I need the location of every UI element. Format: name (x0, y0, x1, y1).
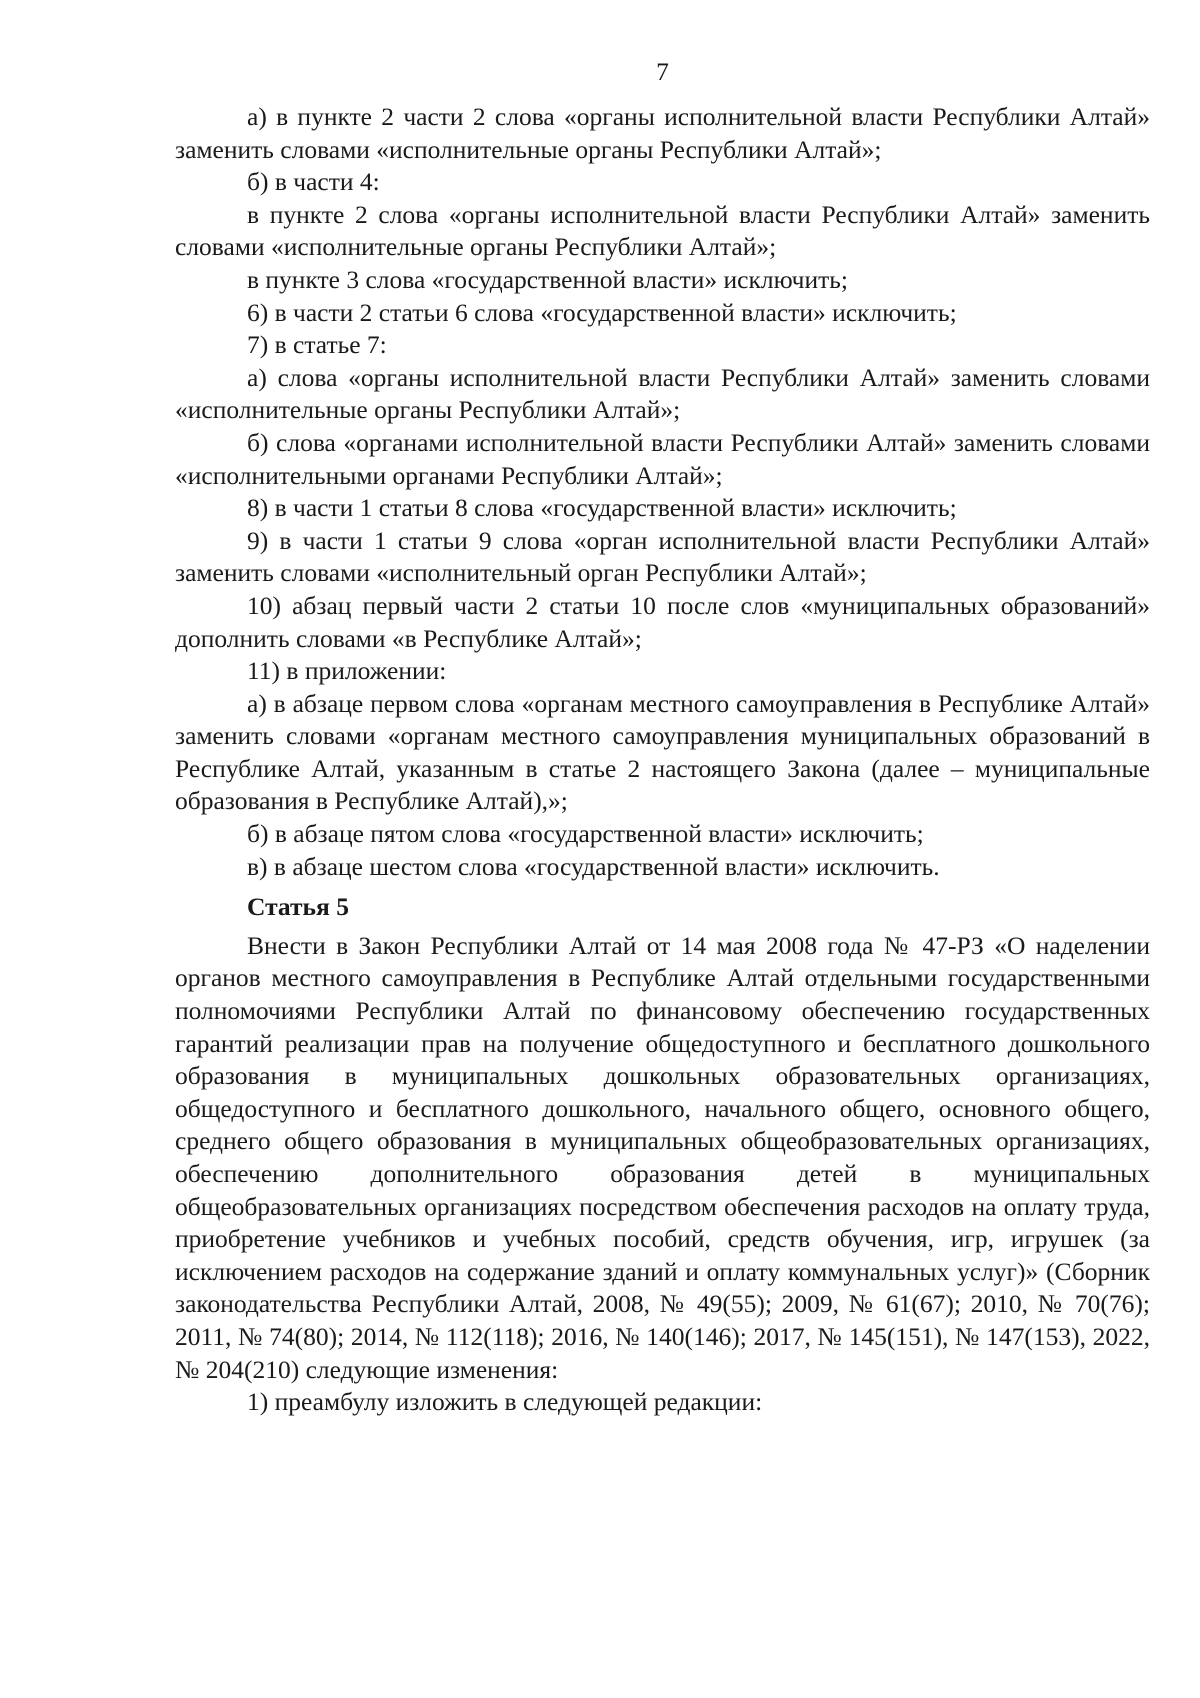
paragraph: б) в части 4: (247, 167, 380, 197)
paragraph: в) в абзаце шестом слова «государственной власти» исключить. (247, 851, 940, 881)
paragraph: 11) в приложении: (247, 656, 447, 686)
page-number: 7 (656, 57, 669, 86)
paragraph: 9) в части 1 статьи 9 слова «орган исполнительной власти Республики Алтай» заменить словами «исполнительный орган Республики Алтай»; (175, 525, 1150, 588)
paragraph: б) в абзаце пятом слова «государственной власти» исключить; (247, 819, 924, 849)
paragraph: 8) в части 1 статьи 8 слова «государственной власти» исключить; (247, 493, 957, 523)
document-page (175, 55, 1150, 1419)
paragraph: Внести в Закон Республики Алтай от 14 мая 2008 года № 47-РЗ «О наделении органов местного самоуправления в Республике Алтай отдельными государственными полномочиями Республики Алтай по финансовому обеспечению государственных гарантий реализации прав на получение общедоступного и бесплатного дошкольного образования в муниципальных дошкольных образовательных организациях, общедоступного и бесплатного дошкольного, начального общего, основного общего, среднего общего образования в муниципальных общеобразовательных организациях, обеспечению дополнительного образования детей в муниципальных общеобразовательных организациях посредством обеспечения расходов на оплату труда, приобретение учебников и учебных пособий, средств обучения, игр, игрушек (за исключением расходов на содержание зданий и оплату коммунальных услуг)» (Сборник законодательства Республики Алтай, 2008, № 49(55); 2009, № 61(67); 2010, № 70(76); 2011, № 74(80); 2014, № 112(118); 2016, № 140(146); 2017, № 145(151), № 147(153), 2022, № 204(210) следующие изменения: (175, 930, 1150, 1384)
amendments-list (175, 101, 1150, 883)
paragraph: 6) в части 2 статьи 6 слова «государственной власти» исключить; (247, 297, 957, 327)
paragraph: а) в пункте 2 части 2 слова «органы исполнительной власти Республики Алтай» заменить словами «исполнительные органы Республики Алтай»; (175, 102, 1150, 164)
paragraph: 10) абзац первый части 2 статьи 10 после слов «муниципальных образований» дополнить словами «в Республике Алтай»; (175, 590, 1150, 653)
paragraph: в пункте 3 слова «государственной власти» исключить; (247, 264, 848, 294)
paragraph: а) в абзаце первом слова «органам местного самоуправления в Республике Алтай» заменить словами «органам местного самоуправления муниципальных образований в Республике Алтай, указанным в статье 2 настоящего Закона (далее – муниципальные образования в Республике Алтай),»; (175, 688, 1150, 816)
paragraph: 7) в статье 7: (247, 330, 387, 360)
paragraph: 1) преамбулу изложить в следующей редакции: (247, 1387, 763, 1417)
article-heading: Статья 5 (247, 892, 349, 922)
paragraph: б) слова «органами исполнительной власти Республики Алтай» заменить словами «исполнительными органами Республики Алтай»; (175, 427, 1150, 490)
paragraph: в пункте 2 слова «органы исполнительной власти Республики Алтай» заменить словами «исполнительные органы Республики Алтай»; (175, 199, 1150, 262)
paragraph: а) слова «органы исполнительной власти Республики Алтай» заменить словами «исполнительные органы Республики Алтай»; (175, 362, 1150, 425)
article-body (175, 930, 1150, 1419)
